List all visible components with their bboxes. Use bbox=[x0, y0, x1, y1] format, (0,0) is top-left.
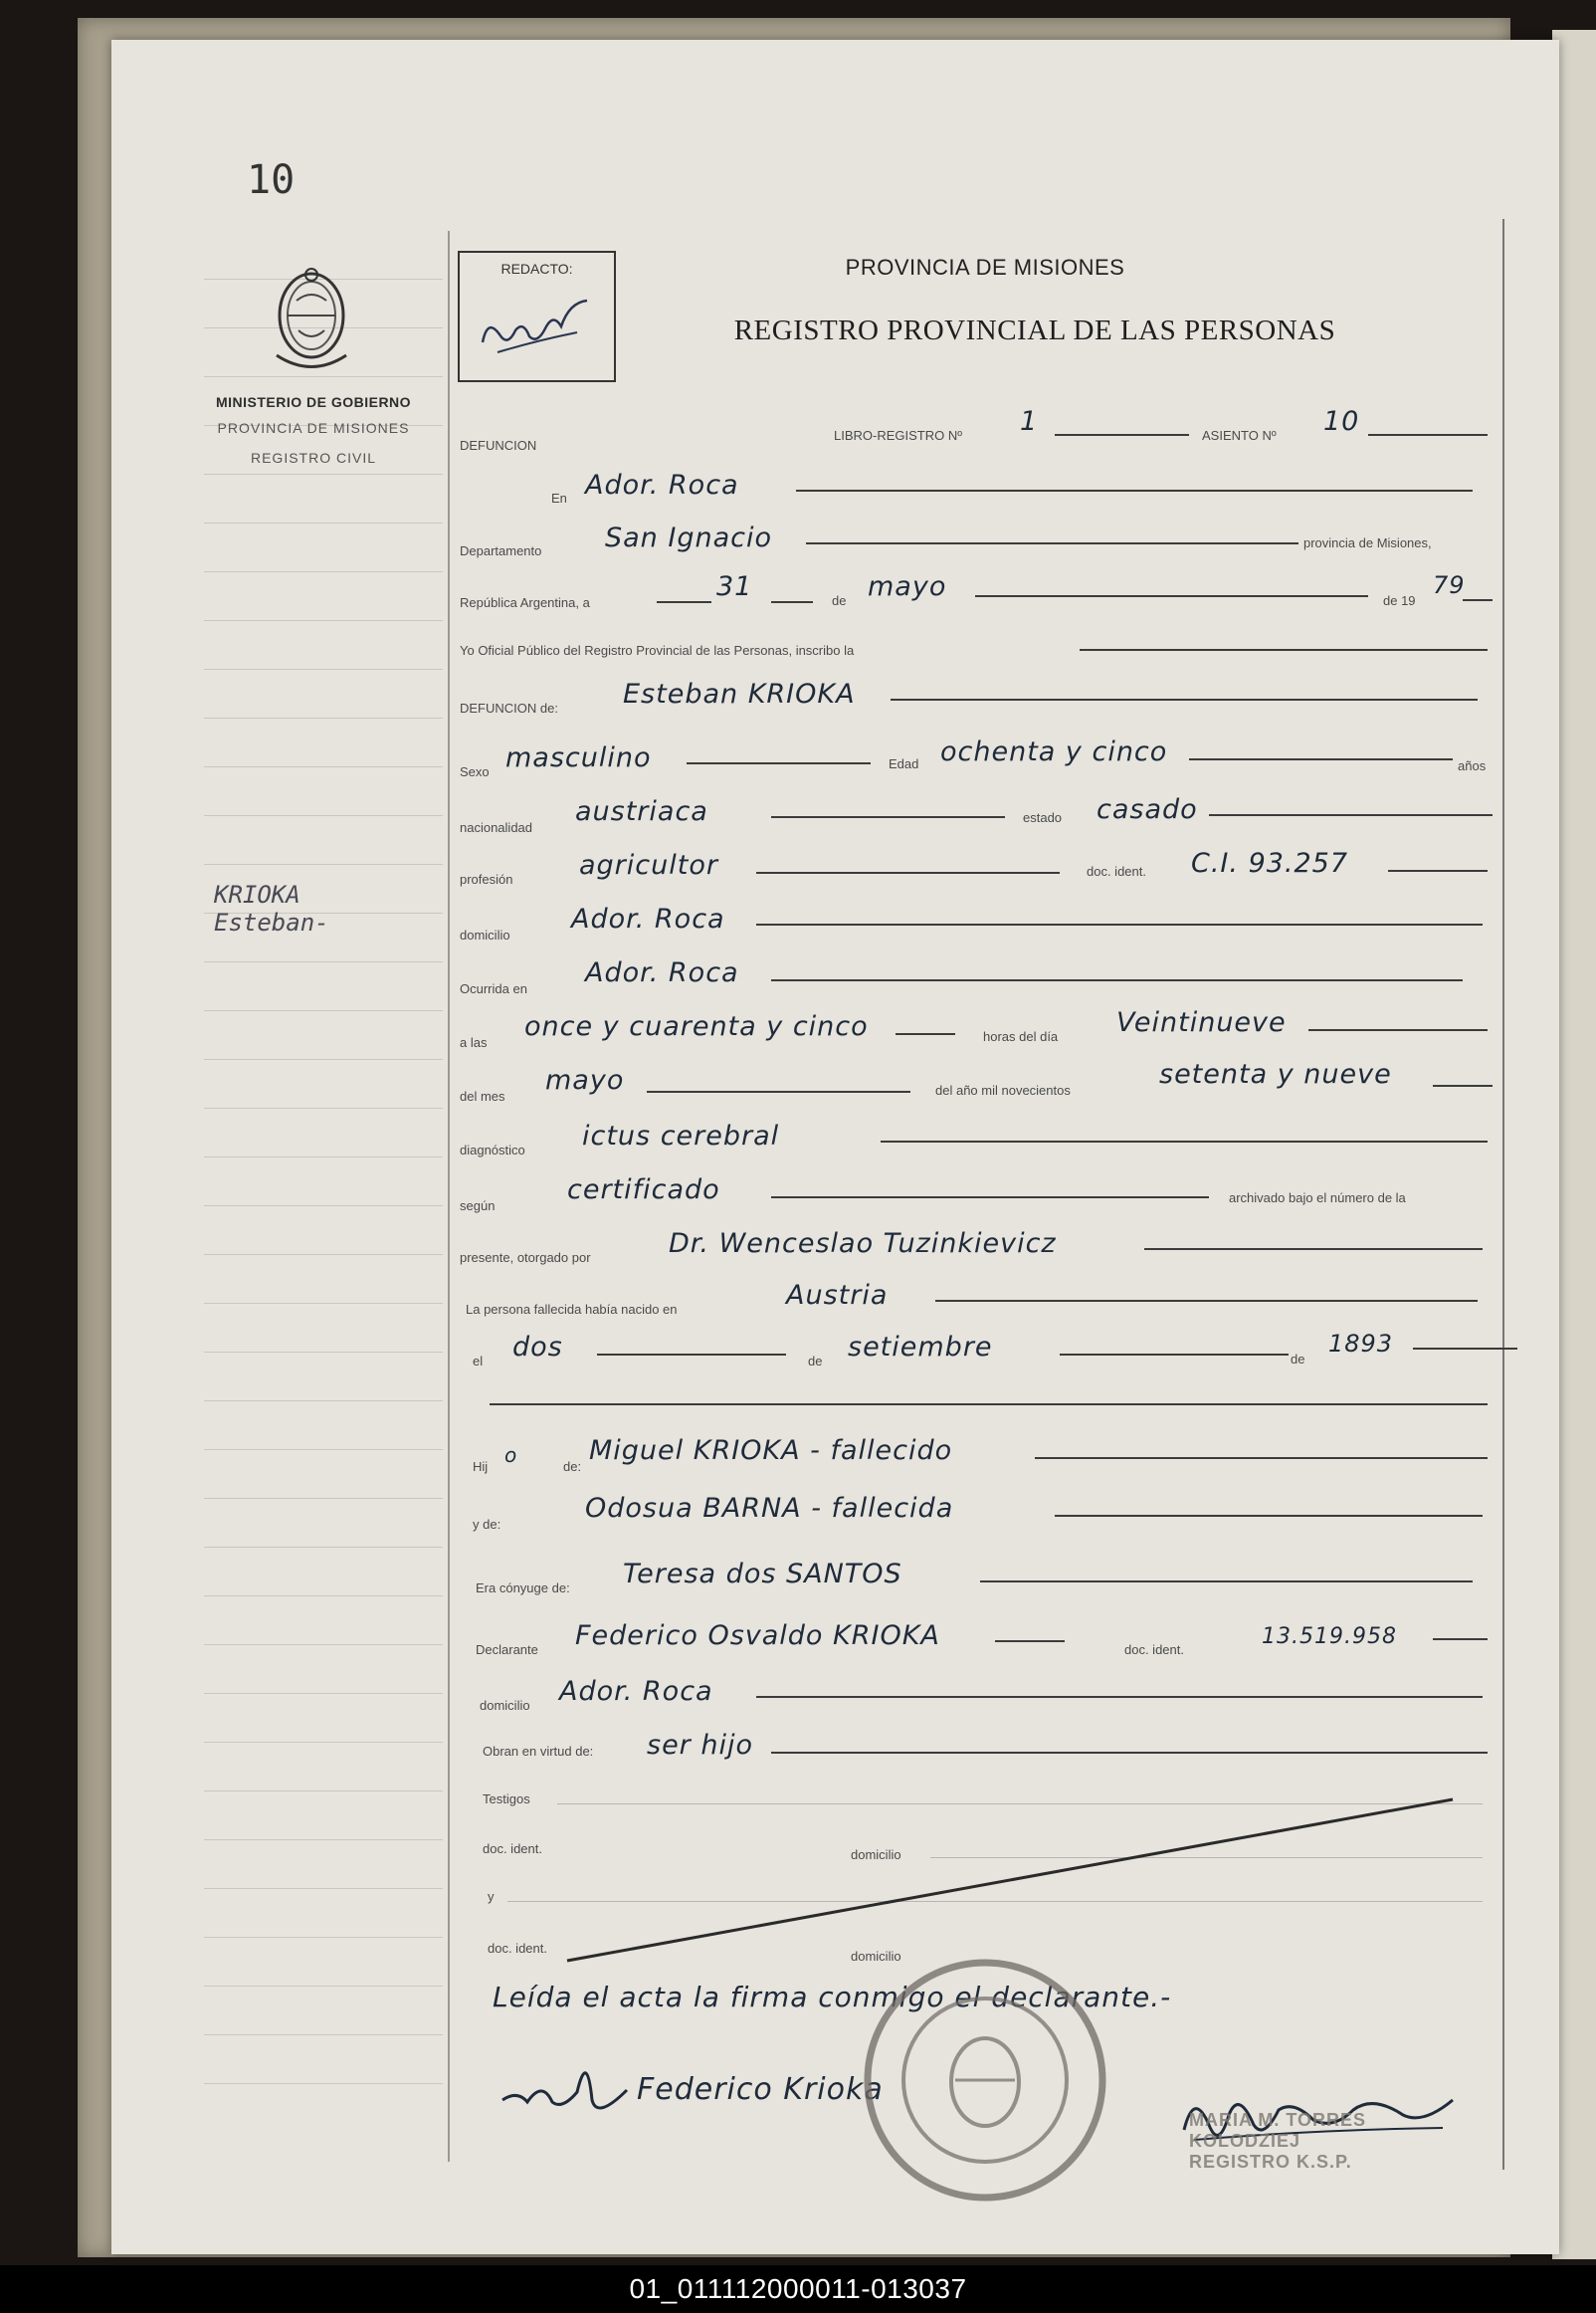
del-ano-line bbox=[1433, 1085, 1493, 1087]
segun-label: según bbox=[460, 1198, 496, 1213]
nacido-line bbox=[935, 1300, 1478, 1302]
presente-label: presente, otorgado por bbox=[460, 1250, 591, 1265]
horas-line bbox=[1308, 1029, 1488, 1031]
edad-line bbox=[1189, 758, 1453, 760]
image-caption: 01_011112000011-013037 bbox=[0, 2265, 1596, 2313]
a-las-value: once y cuarenta y cinco bbox=[524, 1011, 869, 1042]
oficial-text: Yo Oficial Público del Registro Provincial de las Personas, inscribo la bbox=[460, 643, 855, 658]
closing-statement: Leída el acta la firma conmigo el declarante.- bbox=[493, 1981, 1172, 2013]
a-las-label: a las bbox=[460, 1035, 488, 1050]
province-heading: PROVINCIA DE MISIONES bbox=[845, 255, 1125, 280]
hijo-label: Hij bbox=[473, 1459, 489, 1474]
ministry-line-1: MINISTERIO DE GOBIERNO bbox=[215, 394, 412, 410]
declarante-line bbox=[995, 1640, 1065, 1642]
testigo-y-label: y bbox=[488, 1889, 495, 1904]
estado-line bbox=[1209, 814, 1493, 816]
birth-month-line bbox=[1060, 1354, 1289, 1356]
birth-year-value: 1893 bbox=[1328, 1330, 1394, 1358]
cancellation-line-icon bbox=[557, 1791, 1473, 1971]
libro-label: LIBRO-REGISTRO Nº bbox=[834, 428, 962, 443]
el-value: dos bbox=[512, 1332, 563, 1363]
de3-label: de bbox=[1291, 1352, 1305, 1367]
margin-ruled-lines bbox=[204, 279, 443, 2170]
declarante-signature: Federico Krioka bbox=[637, 2072, 884, 2107]
defuncion-de-value: Esteban KRIOKA bbox=[623, 679, 856, 710]
libro-line bbox=[1055, 434, 1189, 436]
declarante-dom-value: Ador. Roca bbox=[559, 1676, 713, 1707]
testigo-doc-2-label: doc. ident. bbox=[488, 1941, 547, 1956]
del-ano-label: del año mil novecientos bbox=[935, 1083, 1071, 1098]
nacido-label: La persona fallecida había nacido en bbox=[466, 1302, 678, 1317]
declarante-doc-value: 13.519.958 bbox=[1262, 1624, 1397, 1649]
departamento-value: San Ignacio bbox=[605, 523, 773, 553]
departamento-line bbox=[806, 542, 1298, 544]
del-mes-label: del mes bbox=[460, 1089, 505, 1104]
asiento-line bbox=[1368, 434, 1488, 436]
testigo-doc-1-label: doc. ident. bbox=[483, 1841, 542, 1856]
redacto-box bbox=[458, 251, 616, 382]
officer-stamp-line-1: MARIA M. TORRES bbox=[1189, 2110, 1367, 2130]
month-line bbox=[975, 595, 1368, 597]
birth-year-line bbox=[1413, 1348, 1517, 1350]
edad-label: Edad bbox=[889, 756, 919, 771]
nacionalidad-label: nacionalidad bbox=[460, 820, 533, 835]
ocurrida-value: Ador. Roca bbox=[585, 957, 739, 988]
en-value: Ador. Roca bbox=[585, 470, 739, 501]
profesion-line bbox=[756, 872, 1060, 874]
a-las-line bbox=[896, 1033, 955, 1035]
horas-value: Veintinueve bbox=[1116, 1007, 1287, 1038]
nacionalidad-value: austriaca bbox=[575, 796, 708, 827]
departamento-label: Departamento bbox=[460, 543, 542, 558]
edad-value: ochenta y cinco bbox=[940, 736, 1168, 767]
estado-label: estado bbox=[1023, 810, 1063, 825]
month-value: mayo bbox=[868, 571, 947, 602]
obran-value: ser hijo bbox=[647, 1730, 753, 1761]
republica-line bbox=[657, 601, 711, 603]
presente-value: Dr. Wenceslao Tuzinkievicz bbox=[669, 1228, 1057, 1259]
domicilio-value: Ador. Roca bbox=[571, 904, 725, 935]
day-line bbox=[771, 601, 813, 603]
hijo-suffix: o bbox=[504, 1443, 518, 1467]
nacido-value: Austria bbox=[786, 1280, 889, 1311]
doc-ident-line bbox=[1388, 870, 1488, 872]
redacto-label: REDACTO: bbox=[500, 261, 573, 277]
profesion-label: profesión bbox=[460, 872, 513, 887]
mother-line bbox=[1055, 1515, 1483, 1517]
en-line bbox=[796, 490, 1473, 492]
margin-border bbox=[448, 231, 450, 2162]
right-border bbox=[1502, 219, 1504, 2170]
horas-label: horas del día bbox=[983, 1029, 1059, 1044]
testigo-dom-1-label: domicilio bbox=[851, 1847, 901, 1862]
official-round-stamp-icon bbox=[856, 1951, 1114, 2209]
ministry-heading bbox=[189, 394, 438, 466]
libro-value: 1 bbox=[1020, 406, 1039, 437]
testigos-label: Testigos bbox=[483, 1791, 530, 1806]
de2-label: de bbox=[808, 1354, 823, 1368]
anos-label: años bbox=[1458, 758, 1487, 773]
diagnostico-line bbox=[881, 1141, 1488, 1143]
declarante-dom-line bbox=[756, 1696, 1483, 1698]
registry-heading: REGISTRO PROVINCIAL DE LAS PERSONAS bbox=[733, 315, 1336, 346]
birth-month-value: setiembre bbox=[848, 1332, 993, 1363]
ministry-line-2: PROVINCIA DE MISIONES bbox=[217, 420, 410, 436]
declarante-value: Federico Osvaldo KRIOKA bbox=[575, 1620, 940, 1651]
conyuge-line bbox=[980, 1580, 1473, 1582]
segun-value: certificado bbox=[567, 1174, 720, 1205]
defuncion-de-line bbox=[891, 699, 1478, 701]
obran-line bbox=[771, 1752, 1488, 1754]
ocurrida-label: Ocurrida en bbox=[460, 981, 527, 996]
blank-line bbox=[490, 1403, 1488, 1405]
conyuge-value: Teresa dos SANTOS bbox=[623, 1559, 902, 1589]
father-value: Miguel KRIOKA - fallecido bbox=[589, 1435, 953, 1466]
officer-name-stamp bbox=[1189, 2110, 1448, 2173]
officer-stamp-line-3: REGISTRO K.S.P. bbox=[1189, 2152, 1352, 2172]
estado-value: casado bbox=[1097, 794, 1198, 825]
doc-ident-value: C.I. 93.257 bbox=[1191, 848, 1349, 879]
obran-label: Obran en virtud de: bbox=[483, 1744, 594, 1759]
del-mes-value: mayo bbox=[545, 1065, 625, 1096]
el-label: el bbox=[473, 1354, 484, 1368]
presente-line bbox=[1144, 1248, 1483, 1250]
coat-of-arms-icon bbox=[267, 261, 356, 380]
sexo-label: Sexo bbox=[460, 764, 490, 779]
officer-stamp-line-2: KOLODZIEJ bbox=[1189, 2131, 1301, 2151]
diagnostico-value: ictus cerebral bbox=[582, 1121, 780, 1152]
defuncion-de-label: DEFUNCION de: bbox=[460, 701, 558, 716]
domicilio-label: domicilio bbox=[460, 928, 510, 943]
provincia-suffix: provincia de Misiones, bbox=[1303, 535, 1432, 550]
del-mes-line bbox=[647, 1091, 910, 1093]
redacto-signature-icon bbox=[478, 293, 597, 362]
nacionalidad-line bbox=[771, 816, 1005, 818]
ministry-line-3: REGISTRO CIVIL bbox=[250, 450, 377, 466]
conyuge-label: Era cónyuge de: bbox=[476, 1580, 570, 1595]
year-line bbox=[1463, 599, 1493, 601]
archivado-label: archivado bajo el número de la bbox=[1229, 1190, 1406, 1205]
profesion-value: agricultor bbox=[579, 850, 718, 881]
asiento-label: ASIENTO Nº bbox=[1202, 428, 1277, 443]
en-label: En bbox=[551, 491, 567, 506]
y-de-label: y de: bbox=[473, 1517, 501, 1532]
republica-label: República Argentina, a bbox=[460, 595, 590, 610]
margin-note-surname: KRIOKA bbox=[214, 881, 300, 909]
del-ano-value: setenta y nueve bbox=[1159, 1059, 1392, 1090]
margin-note bbox=[214, 881, 329, 937]
year-value: 79 bbox=[1433, 571, 1466, 599]
year-prefix: de 19 bbox=[1383, 593, 1416, 608]
oficial-line bbox=[1080, 649, 1488, 651]
de-label: de bbox=[832, 593, 847, 608]
domicilio-line bbox=[756, 924, 1483, 926]
declarante-dom-label: domicilio bbox=[480, 1698, 530, 1713]
declarante-doc-line bbox=[1433, 1638, 1488, 1640]
ocurrida-line bbox=[771, 979, 1463, 981]
page-number: 10 bbox=[247, 157, 296, 203]
section-label: DEFUNCION bbox=[460, 438, 537, 453]
asiento-value: 10 bbox=[1323, 406, 1360, 437]
margin-note-given: Esteban- bbox=[214, 909, 329, 937]
declarante-label: Declarante bbox=[476, 1642, 538, 1657]
de-hijo-label: de: bbox=[563, 1459, 582, 1474]
diagnostico-label: diagnóstico bbox=[460, 1143, 525, 1157]
declarante-doc-label: doc. ident. bbox=[1124, 1642, 1184, 1657]
doc-ident-label: doc. ident. bbox=[1087, 864, 1146, 879]
sexo-line bbox=[687, 762, 871, 764]
mother-value: Odosua BARNA - fallecida bbox=[585, 1493, 954, 1524]
segun-line bbox=[771, 1196, 1209, 1198]
father-line bbox=[1035, 1457, 1488, 1459]
official-initials-signature-icon bbox=[498, 2040, 647, 2130]
el-line bbox=[597, 1354, 786, 1356]
testigo-dom-2-label: domicilio bbox=[851, 1949, 901, 1964]
day-value: 31 bbox=[716, 571, 753, 602]
sexo-value: masculino bbox=[505, 742, 652, 773]
